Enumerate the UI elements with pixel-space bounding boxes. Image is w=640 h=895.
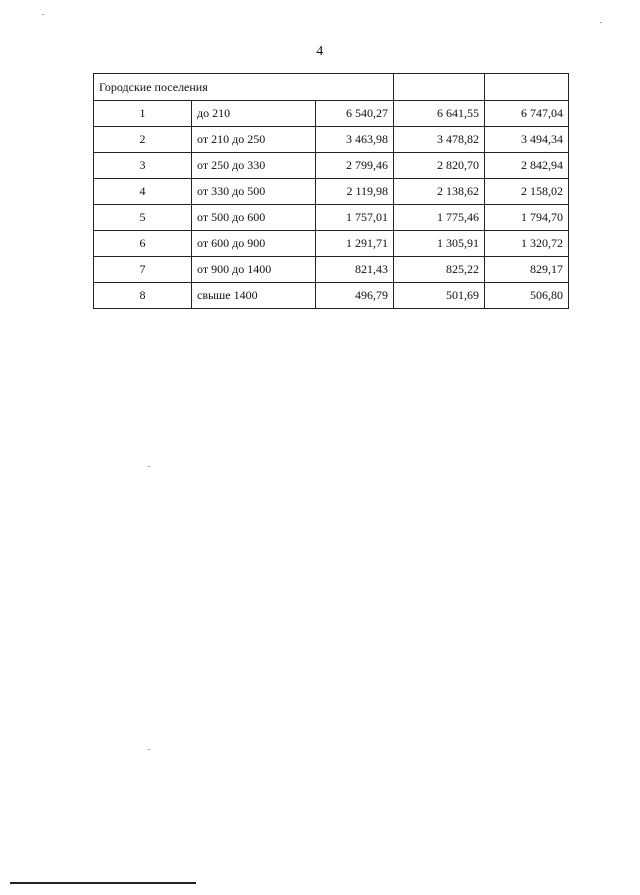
- table-row: [94, 127, 569, 153]
- row-value-2: 501,69: [394, 283, 485, 309]
- table-row: [94, 205, 569, 231]
- row-value-2: 3 478,82: [394, 127, 485, 153]
- row-value-3: 3 494,34: [485, 127, 569, 153]
- row-value-1: 1 757,01: [316, 205, 394, 231]
- row-value-3: 2 158,02: [485, 179, 569, 205]
- row-number: 2: [94, 127, 192, 153]
- row-value-2: 2 138,62: [394, 179, 485, 205]
- scan-speck: [600, 22, 602, 23]
- row-value-2: 1 775,46: [394, 205, 485, 231]
- section-label: Городские поселения: [94, 74, 394, 101]
- row-value-1: 496,79: [316, 283, 394, 309]
- scan-speck: [148, 466, 150, 467]
- row-value-2: 2 820,70: [394, 153, 485, 179]
- rates-table: [93, 73, 569, 309]
- page-number: 4: [316, 44, 324, 59]
- table-row: [94, 231, 569, 257]
- section-header-row: [94, 74, 569, 101]
- row-number: 1: [94, 101, 192, 127]
- scan-speck: [148, 749, 150, 750]
- row-number: 4: [94, 179, 192, 205]
- scan-speck: [42, 14, 44, 15]
- row-value-3: 829,17: [485, 257, 569, 283]
- row-value-1: 2 799,46: [316, 153, 394, 179]
- row-value-1: 3 463,98: [316, 127, 394, 153]
- row-value-3: 1 320,72: [485, 231, 569, 257]
- table-row: [94, 153, 569, 179]
- row-range: от 600 до 900: [192, 231, 316, 257]
- footnote-rule: [10, 882, 196, 884]
- row-number: 6: [94, 231, 192, 257]
- row-range: от 900 до 1400: [192, 257, 316, 283]
- row-range: от 330 до 500: [192, 179, 316, 205]
- row-value-3: 1 794,70: [485, 205, 569, 231]
- table-row: [94, 179, 569, 205]
- row-number: 8: [94, 283, 192, 309]
- table-row: [94, 283, 569, 309]
- row-range: до 210: [192, 101, 316, 127]
- row-number: 7: [94, 257, 192, 283]
- row-value-2: 825,22: [394, 257, 485, 283]
- row-range: от 210 до 250: [192, 127, 316, 153]
- row-value-1: 6 540,27: [316, 101, 394, 127]
- row-value-2: 6 641,55: [394, 101, 485, 127]
- empty-cell: [485, 74, 569, 101]
- row-range: от 500 до 600: [192, 205, 316, 231]
- row-value-2: 1 305,91: [394, 231, 485, 257]
- row-value-3: 506,80: [485, 283, 569, 309]
- empty-cell: [394, 74, 485, 101]
- row-number: 5: [94, 205, 192, 231]
- table-row: [94, 257, 569, 283]
- row-value-3: 2 842,94: [485, 153, 569, 179]
- row-range: от 250 до 330: [192, 153, 316, 179]
- table-row: [94, 101, 569, 127]
- row-value-3: 6 747,04: [485, 101, 569, 127]
- row-value-1: 2 119,98: [316, 179, 394, 205]
- row-range: свыше 1400: [192, 283, 316, 309]
- row-value-1: 821,43: [316, 257, 394, 283]
- row-value-1: 1 291,71: [316, 231, 394, 257]
- row-number: 3: [94, 153, 192, 179]
